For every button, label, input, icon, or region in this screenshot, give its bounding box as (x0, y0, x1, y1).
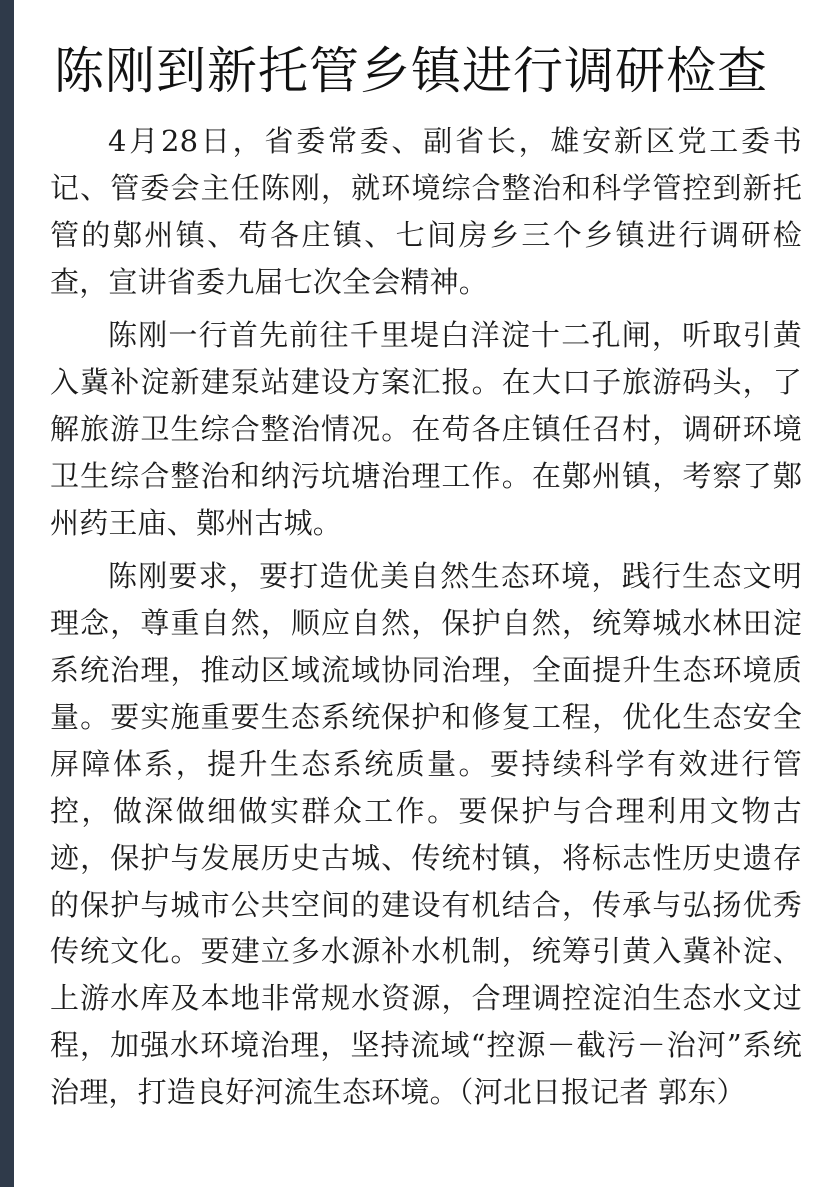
body-paragraph: 4月28日，省委常委、副省长，雄安新区党工委书记、管委会主任陈刚，就环境综合整治和科学管控到新托管的鄚州镇、苟各庄镇、七间房乡三个乡镇进行调研检查，宣讲省委九届七次全会精神。 (50, 124, 802, 299)
page-title: 陈刚到新托管乡镇进行调研检查 (54, 42, 768, 100)
article-body (50, 118, 802, 1116)
body-paragraph: 陈刚一行首先前往千里堤白洋淀十二孔闸，听取引黄入冀补淀新建泵站建设方案汇报。在大口子旅游码头，了解旅游卫生综合整治情况。在苟各庄镇任召村，调研环境卫生综合整治和纳污坑塘治理工作。在鄚州镇，考察了鄚州药王庙、鄚州古城。 (50, 317, 802, 540)
left-accent-bar (0, 0, 14, 1187)
body-paragraph: 陈刚要求，要打造优美自然生态环境，践行生态文明理念，尊重自然，顺应自然，保护自然，统筹城水林田淀系统治理，推动区域流域协同治理，全面提升生态环境质量。要实施重要生态系统保护和修复工程，优化生态安全屏障体系，提升生态系统质量。要持续科学有效进行管控，做深做细做实群众工作。要保护与合理利用文物古迹，保护与发展历史古城、传统村镇，将标志性历史遗存的保护与城市公共空间的建设有机结合，传承与弘扬优秀传统文化。要建立多水源补水机制，统筹引黄入冀补淀、上游水库及本地非常规水资源，合理调控淀泊生态水文过程，加强水环境治理，坚持流域“控源－截污－治河”系统治理，打造良好河流生态环境。（河北日报记者 郭东） (50, 558, 802, 1110)
